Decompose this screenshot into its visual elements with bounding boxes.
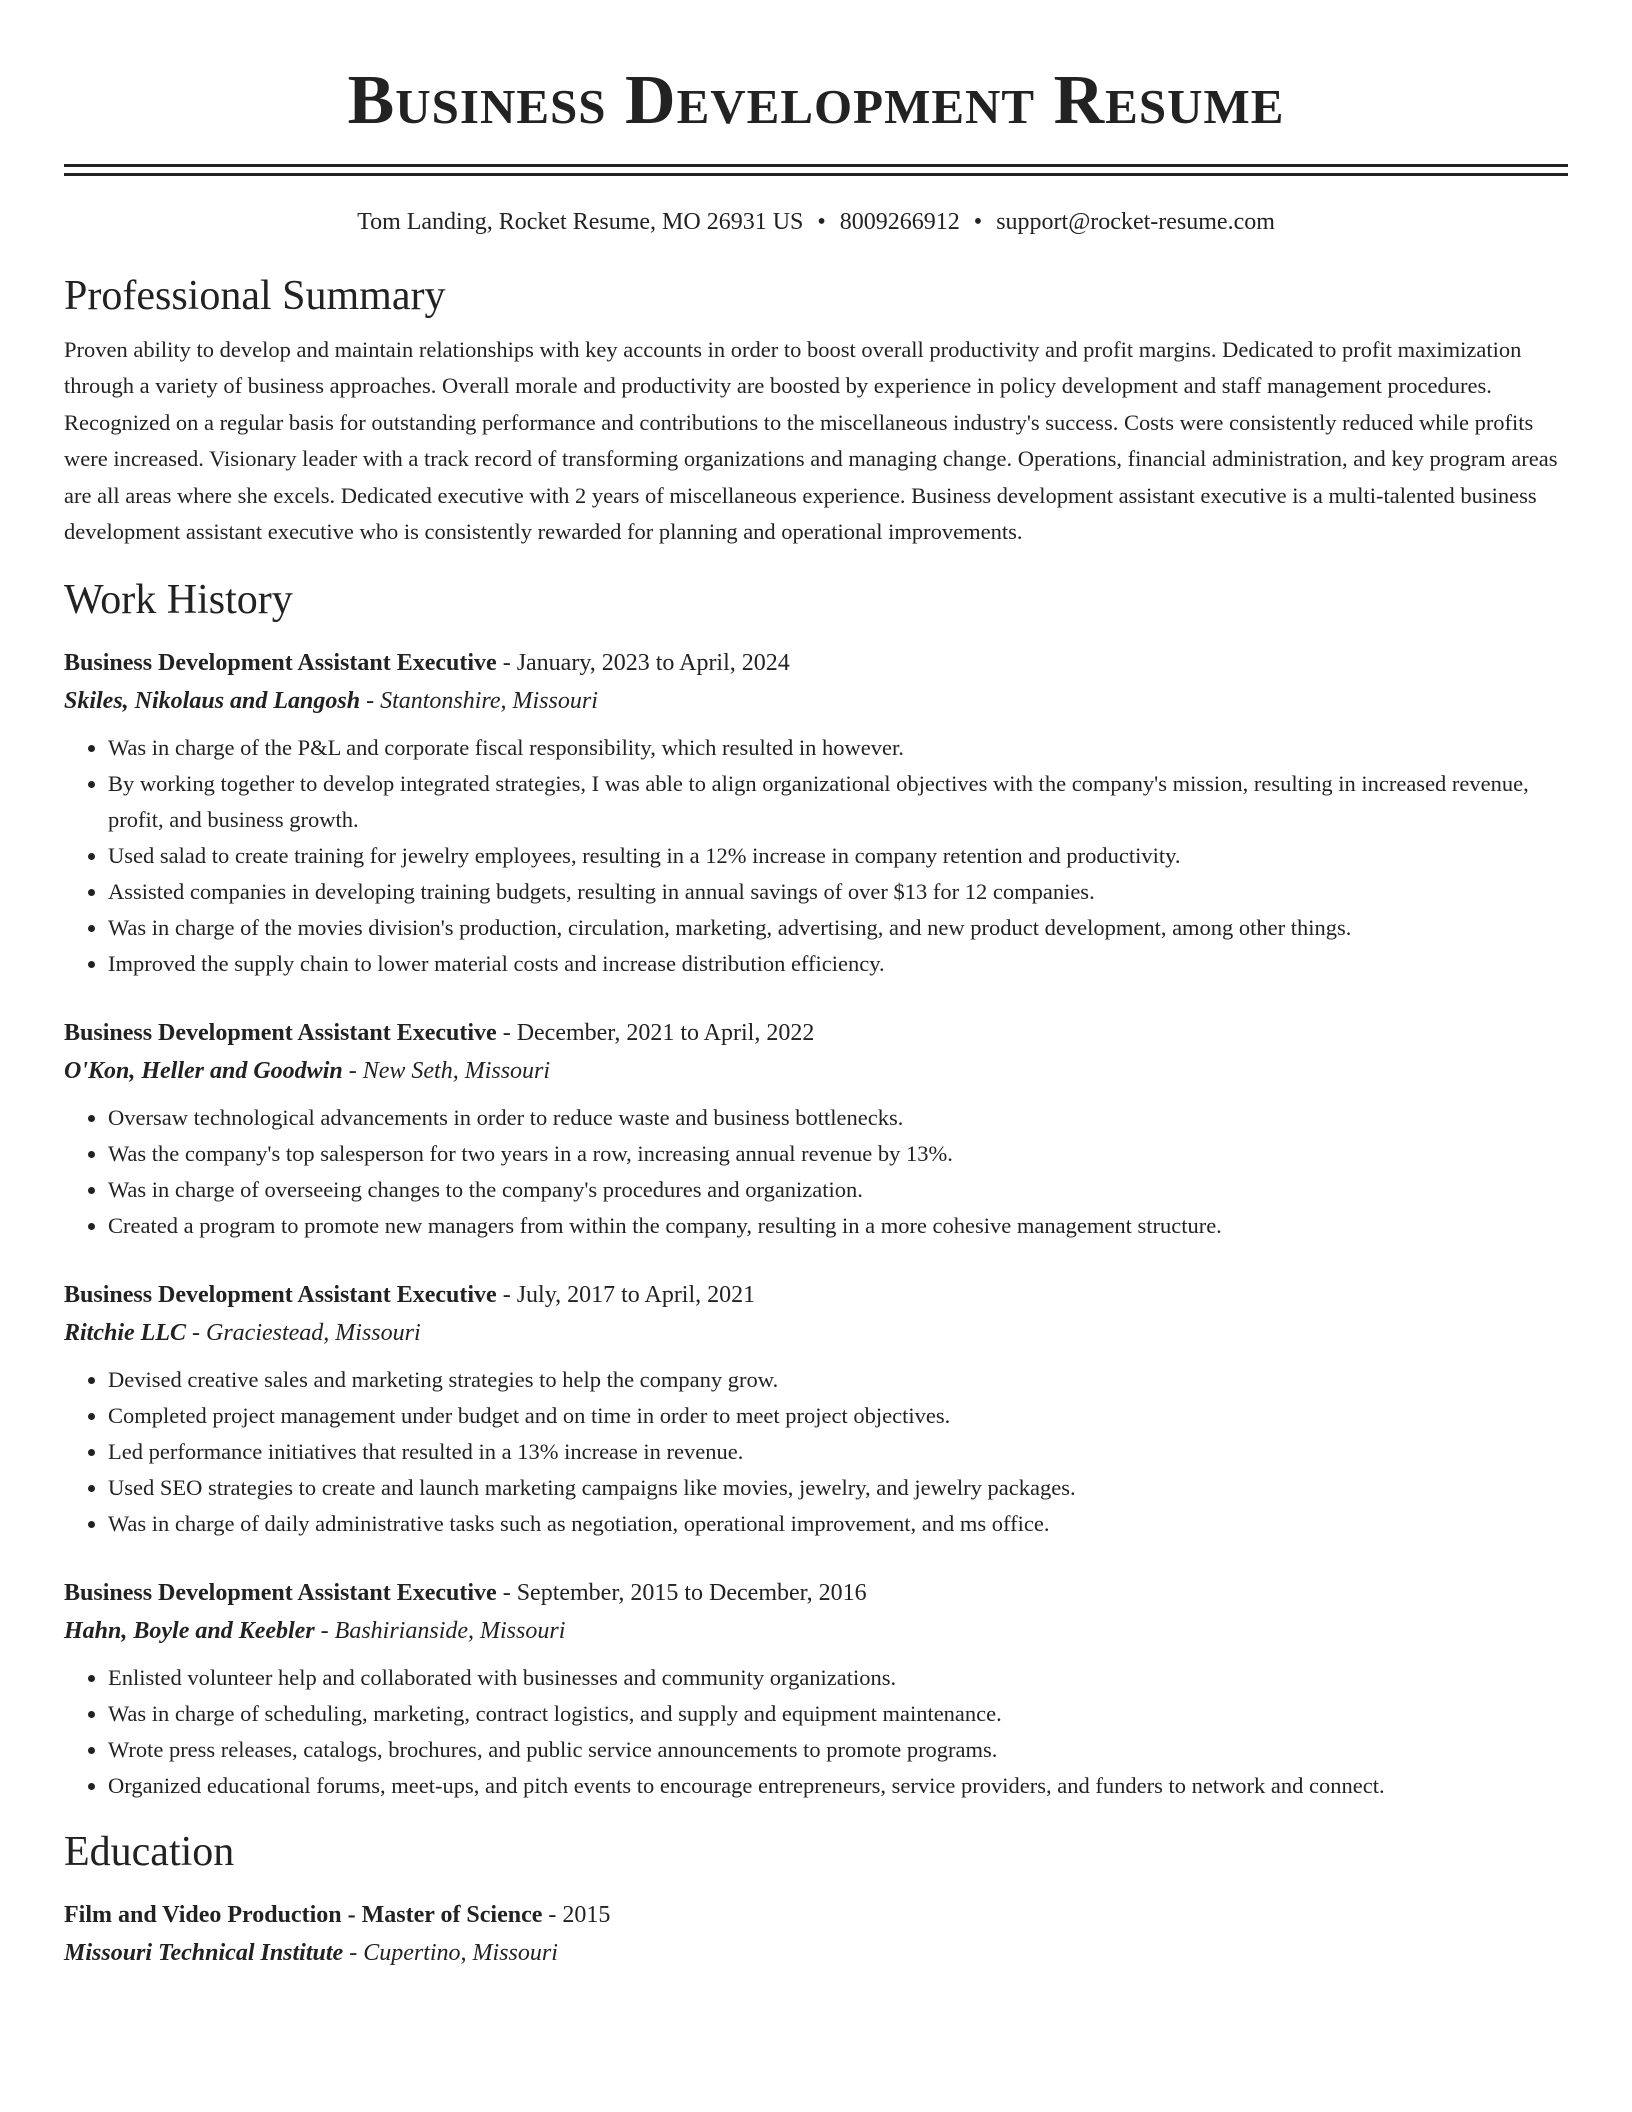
job-title-line — [64, 1276, 1568, 1314]
summary-section — [64, 270, 1568, 550]
contact-address: Tom Landing, Rocket Resume, MO 26931 US — [357, 209, 804, 235]
title-divider — [64, 164, 1568, 176]
list-item: • Improved the supply chain to lower material costs and increase distribution efficiency. — [108, 946, 1568, 982]
degree-name: Film and Video Production - Master of Science — [64, 1902, 543, 1929]
bullet-separator: • — [817, 209, 826, 235]
list-item: • Was in charge of overseeing changes to the company's procedures and organization. — [108, 1172, 1568, 1208]
dash-separator: - — [502, 1580, 511, 1607]
work-history-section — [64, 574, 1568, 1804]
dash-separator: - — [502, 1282, 511, 1309]
section-heading-summary: Professional Summary — [64, 273, 446, 319]
education-section — [64, 1826, 1568, 1972]
job-dates: September, 2015 to December, 2016 — [516, 1580, 867, 1607]
company-line — [64, 1314, 1568, 1352]
list-item: • Oversaw technological advancements in order to reduce waste and business bottlenecks. — [108, 1100, 1568, 1136]
dash-separator: - — [192, 1320, 200, 1347]
company-line — [64, 1612, 1568, 1650]
section-heading-work: Work History — [64, 577, 293, 624]
company-location: Stantonshire, Missouri — [380, 688, 598, 715]
list-item: • Enlisted volunteer help and collaborated with businesses and community organizations. — [108, 1660, 1568, 1696]
degree-year: 2015 — [562, 1902, 611, 1929]
list-item: • Devised creative sales and marketing strategies to help the company grow. — [108, 1362, 1568, 1398]
job-dates: January, 2023 to April, 2024 — [516, 650, 790, 677]
job-bullet-list — [64, 1660, 1568, 1804]
list-item: • Organized educational forums, meet-ups, and pitch events to encourage entrepreneurs, service providers, and funders to network and connect. — [108, 1768, 1568, 1804]
job-bullet-list — [64, 1362, 1568, 1542]
company-name: O'Kon, Heller and Goodwin — [64, 1058, 343, 1085]
school-location: Cupertino, Missouri — [363, 1940, 558, 1967]
job-list — [64, 644, 1568, 1804]
summary-paragraph: Proven ability to develop and maintain relationships with key accounts in order to boost overall productivity and profit margins. Dedicated to profit maximization through a variety of business approaches. Overall morale and productivity are boosted by experience in policy development and staff management procedures. Recognized on a regular basis for outstanding performance and contributions to the miscellaneous industry's success. Costs were consistently reduced while profits were increased. Visionary leader with a track record of transforming organizations and managing change. Operations, financial administration, and key program areas are all areas where she excels. Dedicated executive with 2 years of miscellaneous experience. Business development assistant executive is a multi-talented business development assistant executive who is consistently rewarded for planning and operational improvements. — [64, 337, 1558, 545]
contact-line — [64, 206, 1568, 238]
job-title-line — [64, 1014, 1568, 1052]
company-name: Ritchie LLC — [64, 1320, 186, 1347]
list-item: • Completed project management under budget and on time in order to meet project objectives. — [108, 1398, 1568, 1434]
list-item: • By working together to develop integrated strategies, I was able to align organizational objectives with the company's mission, resulting in increased revenue, profit, and business growth. — [108, 766, 1568, 838]
dash-separator: - — [502, 1020, 511, 1047]
list-item: • Was in charge of scheduling, marketing, contract logistics, and supply and equipment maintenance. — [108, 1696, 1568, 1732]
job-title-line — [64, 644, 1568, 682]
company-name: Skiles, Nikolaus and Langosh — [64, 688, 361, 715]
job-entry — [64, 644, 1568, 982]
list-item: • Was the company's top salesperson for two years in a row, increasing annual revenue by 13%. — [108, 1136, 1568, 1172]
list-item: • Assisted companies in developing training budgets, resulting in annual savings of over $13 for 12 companies. — [108, 874, 1568, 910]
dash-separator: - — [349, 1940, 358, 1967]
list-item: • Was in charge of the P&L and corporate fiscal responsibility, which resulted in however. — [108, 730, 1568, 766]
bullet-separator: • — [973, 209, 983, 235]
job-dates: July, 2017 to April, 2021 — [516, 1282, 756, 1309]
job-bullet-list — [64, 730, 1568, 982]
company-name: Hahn, Boyle and Keebler — [64, 1618, 315, 1645]
school-line — [64, 1934, 1568, 1972]
list-item: • Used salad to create training for jewelry employees, resulting in a 12% increase in company retention and productivity. — [108, 838, 1568, 874]
school-name: Missouri Technical Institute — [64, 1940, 344, 1967]
company-line — [64, 682, 1568, 720]
dash-separator: - — [320, 1618, 329, 1645]
company-location: New Seth, Missouri — [362, 1058, 551, 1085]
job-entry — [64, 1014, 1568, 1244]
job-entry — [64, 1574, 1568, 1804]
company-line — [64, 1052, 1568, 1090]
company-location: Graciestead, Missouri — [206, 1320, 421, 1347]
list-item: • Wrote press releases, catalogs, brochures, and public service announcements to promote programs. — [108, 1732, 1568, 1768]
job-title: Business Development Assistant Executive — [64, 1282, 497, 1309]
job-entry — [64, 1276, 1568, 1542]
job-title: Business Development Assistant Executive — [64, 1580, 497, 1607]
degree-line — [64, 1896, 1568, 1934]
list-item: • Led performance initiatives that resulted in a 13% increase in revenue. — [108, 1434, 1568, 1470]
resume-page — [64, 0, 1568, 1972]
page-title: Business Development Resume — [347, 62, 1285, 139]
job-bullet-list — [64, 1100, 1568, 1244]
job-title: Business Development Assistant Executive — [64, 1020, 497, 1047]
dash-separator: - — [548, 1902, 557, 1929]
list-item: • Used SEO strategies to create and launch marketing campaigns like movies, jewelry, and jewelry packages. — [108, 1470, 1568, 1506]
job-title: Business Development Assistant Executive — [64, 650, 497, 677]
company-location: Bashirianside, Missouri — [334, 1618, 566, 1645]
education-entry — [64, 1896, 1568, 1972]
dash-separator: - — [348, 1058, 357, 1085]
job-title-line — [64, 1574, 1568, 1612]
contact-email: support@rocket-resume.com — [996, 209, 1275, 235]
contact-phone: 8009266912 — [839, 209, 960, 235]
list-item: • Was in charge of daily administrative tasks such as negotiation, operational improvement, and ms office. — [108, 1506, 1568, 1542]
list-item: • Was in charge of the movies division's production, circulation, marketing, advertising, and new product development, among other things. — [108, 910, 1568, 946]
job-dates: December, 2021 to April, 2022 — [516, 1020, 815, 1047]
list-item: • Created a program to promote new managers from within the company, resulting in a more cohesive management structure. — [108, 1208, 1568, 1244]
section-heading-education: Education — [64, 1829, 235, 1876]
dash-separator: - — [366, 688, 375, 715]
dash-separator: - — [502, 650, 511, 677]
education-list — [64, 1896, 1568, 1972]
